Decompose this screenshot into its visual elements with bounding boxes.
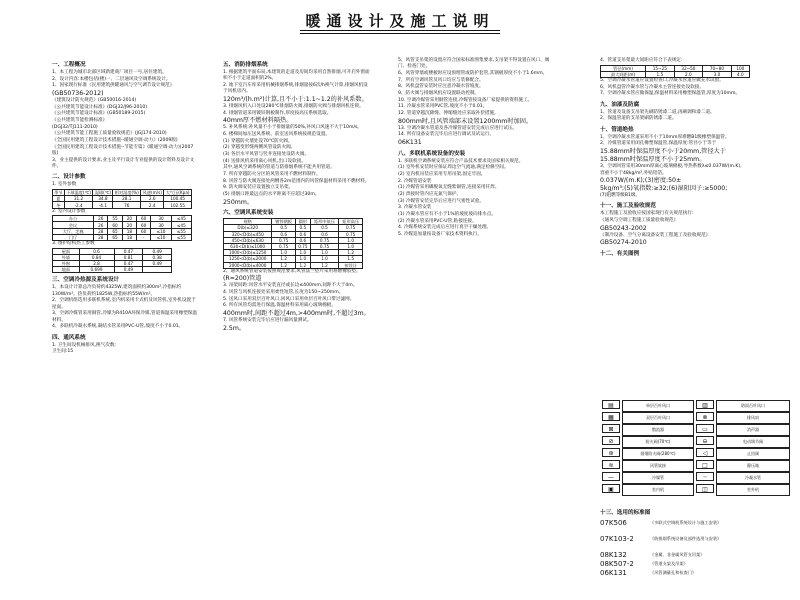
table-cell: 2000<D(b)≤4000 bbox=[224, 262, 272, 268]
table-cell: 65 bbox=[108, 228, 122, 234]
text-line: 1、管道及设备支吊架先刷防锈漆二道,再刷调和漆二道。 bbox=[600, 109, 715, 115]
table-cell: ≤10 bbox=[151, 234, 171, 240]
table-cell: 32~50 bbox=[674, 65, 703, 71]
table-cell: 风速(m/s) bbox=[142, 190, 162, 196]
column-3 bbox=[398, 58, 558, 239]
text-line: 2、设计内容:本楼包括(楼)一、二层通风及空调系统设计。 bbox=[52, 76, 171, 82]
table-cell: 28 bbox=[94, 228, 108, 234]
table-cell: 圆形 bbox=[295, 219, 310, 225]
text-line: 1. 卫生间设机械排风,换气次数: bbox=[52, 342, 116, 348]
table-cell: 320<D(b)≤450 bbox=[224, 231, 272, 237]
table-cell: 20 bbox=[122, 216, 136, 222]
condensate-pipe-icon: ┄ bbox=[696, 472, 714, 481]
text-line: 5. 送风口采用双层百叶风口,回风口采用单层百叶风口带过滤网。 bbox=[223, 296, 355, 302]
title-underline-2 bbox=[300, 33, 500, 34]
table-cell: 0.75 bbox=[310, 243, 339, 249]
table-cell: 0.6 bbox=[310, 231, 339, 237]
table-cell: 26 bbox=[94, 216, 108, 222]
table-cell: ≤10 bbox=[151, 228, 171, 234]
text-line: 本工程施工及验收应按国家现行有关规范执行: bbox=[600, 211, 694, 217]
subheading: 3. 围护结构热工参数 bbox=[52, 241, 95, 247]
table-cell: 0.75 bbox=[272, 237, 296, 243]
table-cell: 0.49 bbox=[143, 248, 172, 254]
table-cell: 3.0 bbox=[703, 71, 732, 77]
text-line: 14. 所有设备安装完毕后应进行调试及试运行。 bbox=[398, 132, 495, 138]
text-line: 11. 冷凝水管采用PVC管,坡度不小于0.01。 bbox=[398, 104, 488, 110]
table-cell: ≤45 bbox=[171, 222, 191, 228]
list-item bbox=[600, 519, 790, 535]
table-cell: 102.55 bbox=[164, 202, 192, 208]
text-line: 容重不小于48kg/m³,外贴铝箔。 bbox=[600, 170, 667, 176]
text-line: (1) 冷媒管采用磷脱氧无缝紫铜管,连接采用钎焊。 bbox=[398, 185, 500, 191]
text-line: 400mm时,间距不超过4m,>400mm时,不超过3m。 bbox=[223, 310, 370, 318]
table-cell: 30 bbox=[151, 216, 171, 222]
indoor-unit-icon: ▣ bbox=[602, 484, 620, 493]
table-cell: 0.75 bbox=[339, 231, 363, 237]
standards-list bbox=[600, 510, 790, 578]
text-line: 2、空调机组选用多联机系统,室内机采用卡式机及风管机,室外机设置于屋面。 bbox=[52, 298, 196, 310]
table-cell: 1.2 bbox=[272, 262, 296, 268]
table-cell: 60 bbox=[137, 228, 151, 234]
section-heading: 三、空调冷热源及系统设计 bbox=[52, 277, 120, 284]
table-cell: 60 bbox=[108, 222, 122, 228]
table-cell: 1000<D(b)≤1250 bbox=[224, 250, 272, 256]
text-line: 8、风机盘管安装时应注意冷凝水管坡度。 bbox=[398, 84, 484, 90]
text-line: 6、风管穿墙或楼板时应设预埋管或防护套管,其钢板厚度不小于1.6mm。 bbox=[398, 70, 548, 76]
table-cell: 会议 bbox=[53, 222, 94, 228]
table-cell: 1.2 bbox=[272, 256, 296, 262]
text-line: (DGJ32/TJ111-2010) bbox=[52, 124, 98, 130]
standard-code: 07K103-2 bbox=[600, 535, 634, 543]
text-line: 1、本设计计算总冷负荷约4325W,建筑面积约300m²,冷指标约130W/m²。热负荷约1825W,热指标约55W/m²。 bbox=[52, 285, 182, 297]
table-cell: 4.0 bbox=[731, 71, 749, 77]
standard-code: 08K132 bbox=[600, 551, 627, 559]
standard-desc: 《管道支架及吊架》 bbox=[650, 561, 688, 566]
list-item bbox=[600, 535, 790, 551]
single-louver-icon: ▤ bbox=[602, 400, 620, 409]
list-item bbox=[600, 551, 790, 560]
text-line: 《公共建筑节能设计标准》(DGJ32/J96-2010) bbox=[52, 104, 148, 110]
text-line: 7、空调冷凝水管应做保温,保温材料采用橡塑保温管,厚度为10mm。 bbox=[600, 91, 741, 97]
table-cell: 门厅 bbox=[53, 234, 94, 240]
table-cell: 1.0 bbox=[310, 250, 339, 256]
table-cell: 20 bbox=[122, 222, 136, 228]
table-cell: 0.84 bbox=[79, 254, 114, 260]
text-line: 6. 楼梯间加压送风系统、前室送风系统按规范设置。 bbox=[223, 131, 330, 137]
table-cell: 0.47 bbox=[114, 248, 143, 254]
legend-label: 室外机 bbox=[716, 484, 790, 496]
table-cell: 60 bbox=[137, 222, 151, 228]
section-heading: 二、设计参数 bbox=[52, 174, 86, 181]
table-cell: 大气压(Kpa) bbox=[165, 190, 190, 196]
text-line: 4. 冷媒系统安装完成后应进行真空干燥处理。 bbox=[398, 225, 492, 231]
table-cell: 0.38 bbox=[143, 254, 172, 260]
text-line: 4、多联机冷凝水系统,凝结水管采用PVC-U管,坡度不小于0.01。 bbox=[52, 324, 184, 330]
text-line: 6. 所有风管均需进行保温,保温材料采用离心玻璃棉板。 bbox=[223, 303, 336, 309]
text-line: 《全国民用建筑工程设计技术措施--节能专篇》(暖通空调·动力)(2007版) bbox=[52, 144, 194, 157]
text-line: (2) 室内机吊装应采用专用吊架,固定牢固。 bbox=[398, 171, 486, 177]
table-cell: 最大间距(m) bbox=[601, 71, 646, 77]
table-cell: 0.75 bbox=[272, 243, 296, 249]
table-cell: 0.47 bbox=[114, 261, 143, 267]
table-cell: 1.0 bbox=[295, 256, 310, 262]
table-cell: 地面 bbox=[53, 267, 80, 273]
text-line: 2. 地下室汽车库采用机械排烟系统,排烟量按6次/h换气计算,排烟风机设于风机房内。 bbox=[223, 82, 368, 95]
check-valve-icon: ◁ bbox=[696, 448, 714, 457]
legend-label: 防火阀(70℃) bbox=[622, 436, 694, 448]
table-cell: 按设计 bbox=[339, 262, 363, 268]
text-line: (3) 各层水平风管与竖井连接处设防火阀。 bbox=[223, 151, 310, 157]
table-cell: 100.45 bbox=[164, 196, 192, 202]
legend-label: 冷凝水管 bbox=[716, 472, 790, 484]
envelope-table bbox=[52, 248, 172, 274]
table-cell: 2.4 bbox=[141, 202, 164, 208]
table-cell: 1.2 bbox=[339, 250, 363, 256]
table-cell: 2.0 bbox=[674, 71, 703, 77]
legend-label: 消声器 bbox=[716, 424, 790, 436]
subheading: 1. 室外参数 bbox=[52, 182, 77, 188]
text-line: 800mm时,且风管端部末设置1200mm时加固。 bbox=[398, 117, 533, 125]
text-line: GB50243-2002 bbox=[600, 224, 647, 232]
text-line: 3、空调冷媒管采用铜管,冷媒为R410A环保冷媒,管道保温采用橡塑保温材料。 bbox=[52, 311, 197, 323]
outdoor-unit-icon: ◫ bbox=[696, 484, 714, 493]
table-cell: 0.5 bbox=[310, 225, 339, 231]
text-line: 1、国家现行标准《民用建筑供暖通风与空气调节设计规范》 bbox=[52, 83, 175, 89]
table-cell: -4.1 bbox=[93, 202, 113, 208]
table-cell: 30 bbox=[151, 222, 171, 228]
text-line: 5. 冷媒追加量按设备厂家技术资料执行。 bbox=[398, 232, 482, 238]
section-heading: 八、多联机系统设备的安装 bbox=[398, 150, 466, 157]
text-line: (2) 穿越变形缝两侧风管设防火阀。 bbox=[223, 145, 296, 151]
table-cell: 2.8 bbox=[79, 261, 114, 267]
flex-joint-icon: ≋ bbox=[602, 460, 620, 469]
legend-label: 电动调节阀 bbox=[716, 436, 790, 448]
text-line: (1) 穿越防火墙处设70℃防火阀。 bbox=[223, 138, 293, 144]
table-cell: 31.2 bbox=[64, 196, 93, 202]
text-line: 2、通风系统管道安装按照规范要求,风管法兰垫片采用难燃橡胶垫。 bbox=[223, 268, 361, 274]
table-cell: 1.0 bbox=[339, 237, 363, 243]
section-heading: 四、通风系统 bbox=[52, 334, 86, 341]
text-line: 2.5m。 bbox=[223, 324, 246, 332]
text-line: 《全国民用建筑工程设计技术措施--暖通空调·动力》(2009版) bbox=[52, 138, 178, 144]
standard-code: 06K131 bbox=[600, 569, 627, 577]
text-line: (3) 冷媒管安装完毕后应进行气密性试验。 bbox=[398, 198, 485, 204]
text-line: 2、冷媒管道采用闭孔橡塑保温管,保温厚度:管径小于等于 bbox=[600, 141, 717, 147]
double-louver-icon: ▦ bbox=[602, 412, 620, 421]
text-line: (2) 冷凝水管采用PVC-U管,粘接连接。 bbox=[398, 218, 477, 224]
text-line: 0.037W/(m.K);(3)密度:50± bbox=[600, 177, 682, 185]
text-line: 9、防火阀与排烟风机应设置联动控制。 bbox=[398, 91, 480, 97]
text-line: 4. 排烟管道采用镀锌钢板制作,厚度按高压系统选取。 bbox=[223, 110, 332, 116]
standard-desc: 《防排烟系统设备及部件选用与安装》 bbox=[650, 536, 722, 541]
standard-desc: 《风管测量孔和检查门》 bbox=[650, 570, 697, 575]
legend-label: 静压箱 bbox=[716, 460, 790, 472]
table-cell: 1250<D(b)≤2000 bbox=[224, 256, 272, 262]
text-line: 1、空调冷凝水管道采用不小于10mm厚难燃B1级橡塑保温管。 bbox=[600, 134, 730, 140]
text-line: 3、业主提供的设计要求,业主及平行设计专业提供的设计资料及设计文件。 bbox=[52, 157, 195, 170]
table-cell: 26 bbox=[94, 222, 108, 228]
table-cell: 0.699 bbox=[79, 267, 114, 273]
table-cell: 1.5 bbox=[646, 71, 675, 77]
table-cell: 0.5 bbox=[295, 225, 310, 231]
table-cell: 28 bbox=[94, 234, 108, 240]
legend-table bbox=[600, 400, 790, 495]
refrigerant-pipe-icon: — bbox=[602, 472, 620, 481]
column-4 bbox=[600, 58, 790, 259]
table-cell: 34.8 bbox=[93, 196, 113, 202]
list-item bbox=[600, 560, 790, 569]
table-cell: 0.75 bbox=[339, 225, 363, 231]
table-cell: 季节 bbox=[54, 190, 63, 196]
text-line: (1) 冷凝水管应有不小于1%的坡度坡向排水点。 bbox=[398, 212, 496, 218]
table-cell: 办公 bbox=[53, 216, 94, 222]
table-cell: 外墙 bbox=[53, 254, 80, 260]
text-line: 120m³/(h.m²)计算,且不小于:1.1~1.2的补风系数。 bbox=[223, 95, 368, 103]
duct-thickness-table bbox=[223, 218, 363, 269]
exhaust-fan-icon: ⊗ bbox=[696, 412, 714, 421]
outdoor-param-table bbox=[52, 189, 192, 209]
indoor-param-table bbox=[52, 215, 192, 241]
table-cell: D(b)≤320 bbox=[224, 225, 272, 231]
text-line: (4) 送排风机采用离心风机,出口设软接。 bbox=[223, 158, 306, 164]
text-line: 1. 多联机空调系统安装应符合产品技术要求及国家相关规范。 bbox=[398, 158, 524, 164]
table-cell: 干球温度(℃) bbox=[66, 190, 91, 196]
list-item bbox=[600, 569, 790, 578]
text-line: 《公共建筑节能工程施工质量验收规范》(JGJ174-2010) bbox=[52, 131, 167, 137]
column-1 bbox=[52, 58, 197, 356]
table-cell: 0.6 bbox=[272, 231, 296, 237]
text-line: 15.88mm时保温厚度不小于25mm。 bbox=[600, 155, 706, 163]
table-cell: 矩形高压 bbox=[339, 219, 363, 225]
text-line: 《制冷设备、空气分离设备安装工程施工及验收规范》 bbox=[600, 232, 711, 238]
table-cell: 1.0 bbox=[295, 250, 310, 256]
table-cell: 矩形中低压 bbox=[310, 219, 339, 225]
table-cell: 夏 bbox=[53, 196, 65, 202]
text-line: 《通风与空调工程施工质量验收规范》 bbox=[600, 218, 679, 224]
standard-code: 07K506 bbox=[600, 519, 627, 527]
table-cell: 1.2 bbox=[295, 262, 310, 268]
table-cell: 0.6 bbox=[79, 248, 114, 254]
table-cell: 15~25 bbox=[646, 65, 675, 71]
smoke-damper-icon: ⊛ bbox=[602, 448, 620, 457]
section-heading: 十、管道绝热 bbox=[600, 126, 634, 133]
text-line: 3. 吊架间距:风管水平安装直径或长边≤400mm,间距不大于4m。 bbox=[223, 283, 358, 289]
text-line: 5、空调冷凝水管道应设置检查口,冷凝水管道应做充水试验。 bbox=[600, 78, 724, 84]
text-line: 12. 管道穿越沉降缝、伸缩缝处应采取补偿措施。 bbox=[398, 111, 499, 117]
text-line: 9. 防火阀安装应设置独立支吊架。 bbox=[223, 185, 294, 191]
table-cell: 1.0 bbox=[272, 250, 296, 256]
table-cell: 相对湿度(%) bbox=[114, 190, 139, 196]
standard-code: 08K507-2 bbox=[600, 560, 634, 568]
table-cell: 18 bbox=[122, 234, 136, 240]
plenum-box-icon: □ bbox=[696, 460, 714, 469]
support-spacing-table bbox=[600, 65, 750, 78]
text-line: 《建筑设计防火规范》(GB50016-2014) bbox=[52, 97, 137, 103]
rain-louver-icon: ▥ bbox=[696, 400, 714, 409]
table-cell: 18 bbox=[122, 228, 136, 234]
table-cell: 大厅、走廊 bbox=[53, 228, 94, 234]
table-cell: 450<D(b)≤630 bbox=[224, 237, 272, 243]
motor-damper-icon: ⊖ bbox=[696, 436, 714, 445]
legend-label: 冷媒管 bbox=[622, 472, 694, 484]
text-line: 3、空调风管采用30mm厚离心玻璃棉板,导热系数λ≤0.037W/(m.K), bbox=[600, 163, 742, 169]
table-cell: 55 bbox=[108, 216, 122, 222]
text-line: 8. 风管与防火阀连接处两侧各2m范围内的风管保温材料采用不燃材料。 bbox=[223, 178, 370, 184]
text-line: 1. 根据建筑平面布局,本建筑的走道及房间均采用自然排烟,可开启外窗面积不小于走道面积的2%。 bbox=[223, 70, 370, 82]
table-cell: 65 bbox=[108, 234, 122, 240]
legend-label: 风管软接 bbox=[622, 460, 694, 472]
text-line: 7、所有空调风管及风口均应与装修配合。 bbox=[398, 77, 484, 83]
subheading: 2. 室内设计参数 bbox=[52, 208, 86, 214]
page-title: 暖通设计及施工说明 bbox=[305, 12, 495, 30]
fire-damper-icon: ⊘ bbox=[602, 436, 620, 445]
silencer-icon: ▭ bbox=[696, 424, 714, 433]
table-cell: 1.2 bbox=[310, 262, 339, 268]
table-cell: 0.6 bbox=[295, 231, 310, 237]
text-line: 《公共建筑节能设计标准》(GB50189-2015) bbox=[52, 111, 146, 117]
text-line: (1) 室外机安装时应保证周边空气流通,满足检修空间。 bbox=[398, 165, 509, 171]
text-line: 40mm厚不燃材料隔热。 bbox=[223, 117, 293, 125]
table-cell: 湿球(℃) bbox=[94, 190, 112, 196]
legend-label: 室内机 bbox=[622, 484, 694, 496]
standard-desc: 《多联式空调机系统设计与施工安装》 bbox=[650, 520, 722, 525]
legend-label: 双层百叶风口 bbox=[622, 412, 694, 424]
legend-label: 防雨百叶风口 bbox=[716, 400, 790, 412]
legend-label: 止回阀 bbox=[716, 448, 790, 460]
text-line: 5、风管支吊架的设置应符合国家标准图集要求,支吊架不得设置在风口、阀门、检查门处。 bbox=[398, 58, 550, 70]
text-line: 《公共建筑节能检测标准》 bbox=[52, 118, 108, 124]
text-line: GB50274-2010 bbox=[600, 239, 647, 247]
legend-label: 散流器 bbox=[622, 424, 694, 436]
diffuser-icon: ⊠ bbox=[602, 424, 620, 433]
table-cell: 0.5 bbox=[272, 225, 296, 231]
table-cell: 2.6 bbox=[141, 196, 164, 202]
text-line: 1、本工程为城市北部区域新建商厂项目一号,居住建筑。 bbox=[52, 70, 167, 75]
section-heading: 九、油漆及防腐 bbox=[600, 101, 640, 108]
table-cell: 0.49 bbox=[114, 267, 143, 273]
table-cell: 70~80 bbox=[703, 65, 732, 71]
text-line: 7. 风管系统安装完毕后应进行漏风量测试。 bbox=[223, 317, 312, 323]
column-2 bbox=[223, 58, 371, 332]
section-heading: 五、消防排烟系统 bbox=[223, 62, 268, 68]
text-line: 3. 排烟风机入口处设280℃排烟防火阀,排烟防火阀与排烟风机连锁。 bbox=[223, 103, 364, 109]
table-cell: 630<D(b)≤1000 bbox=[224, 243, 272, 249]
table-cell: 0.49 bbox=[143, 261, 172, 267]
section-heading: 十二、有关图例 bbox=[600, 250, 640, 257]
text-line: 10. 空调冷媒管采用铜管连接,冷媒管按设备厂家提供的资料施工。 bbox=[398, 97, 533, 103]
section-heading: 六、空调风系统安装 bbox=[223, 210, 274, 217]
section-heading: 十三、选用的标准图 bbox=[600, 510, 651, 516]
text-line: 13. 空调冷凝水管道及各冷媒管道安装完成后应进行试压。 bbox=[398, 125, 518, 131]
table-cell: 28.1 bbox=[113, 196, 141, 202]
table-cell: - bbox=[137, 234, 151, 240]
legend-label: 单层百叶风口 bbox=[622, 400, 694, 412]
text-line: 4、管道支吊架最大间距应符合下表规定: bbox=[600, 58, 683, 63]
text-line: (2) 焊接时管内应充氮气保护。 bbox=[398, 192, 462, 197]
table-cell: 1.0 bbox=[310, 256, 339, 262]
table-cell: 0.75 bbox=[310, 237, 339, 243]
table-cell: 100 bbox=[731, 65, 749, 71]
table-cell: -2.4 bbox=[64, 202, 93, 208]
text-line: 其中,通风空调系统的管道与防排烟系统不能共用管道。 bbox=[223, 165, 335, 171]
table-cell: 0.75 bbox=[295, 243, 310, 249]
text-line: 06K131 bbox=[398, 139, 422, 147]
title-underline bbox=[300, 30, 500, 31]
text-line: 7. 所有穿越防火分区的风管采用不燃材料制作。 bbox=[223, 171, 321, 177]
text-line: 3. 冷凝水管安装 bbox=[398, 205, 432, 211]
table-cell: 规格 bbox=[224, 219, 272, 225]
standard-desc: 《金属、非金属风管支吊架》 bbox=[650, 552, 705, 557]
table-cell: 60 bbox=[137, 216, 151, 222]
text-line: (7)阻燃等级B1级。 bbox=[600, 193, 641, 199]
table-cell bbox=[143, 267, 172, 273]
table-cell: 屋面 bbox=[53, 248, 80, 254]
table-cell: 外窗 bbox=[53, 261, 80, 267]
table-cell: 1.5 bbox=[339, 256, 363, 262]
text-line: 2. 冷媒管道安装 bbox=[398, 178, 432, 184]
table-cell: 0.6 bbox=[295, 237, 310, 243]
section-heading: 十一、施工及验收规范 bbox=[600, 203, 656, 210]
text-line: (5) 排烟口距最远点的水平距离不应超过30m。 bbox=[223, 192, 320, 197]
text-line: 4. 风管与风机连接处采用柔性短管,长度为150~250mm。 bbox=[223, 289, 344, 295]
text-line: 6、风机盘管冷凝水管与冷凝水主管连接处设软接。 bbox=[600, 84, 704, 90]
text-line: 5kg/m³;(5)氧指数:≥32;(6)湿阻因子:≥5000; bbox=[600, 185, 728, 193]
legend-label: 排烟防火阀(280℃) bbox=[622, 448, 694, 460]
text-line: (GB50736-2012) bbox=[52, 90, 104, 98]
table-cell: 冬 bbox=[53, 202, 65, 208]
table-cell: ≤55 bbox=[171, 228, 191, 234]
text-line: 2、保温管道的支吊架刷防锈漆二道。 bbox=[600, 116, 677, 122]
table-cell: 76 bbox=[113, 202, 141, 208]
text-line: 卫生间:15 bbox=[52, 349, 74, 355]
table-cell: 1.0 bbox=[339, 243, 363, 249]
text-line: 15.88mm时保温厚度不小于20mm,管径大于 bbox=[600, 148, 726, 156]
table-cell: 镀锌钢板 bbox=[272, 219, 296, 225]
text-line: 5. 补风系统:补风量不小于排烟量的50%,补风口风速不大于10m/s。 bbox=[223, 125, 362, 131]
table-cell: 管径(mm) bbox=[601, 65, 646, 71]
table-cell: ≤45 bbox=[171, 216, 191, 222]
text-line: 250mm。 bbox=[223, 198, 254, 206]
section-heading: 一、工程概况 bbox=[52, 62, 86, 68]
legend-label: 排风扇 bbox=[716, 412, 790, 424]
table-cell: ≤55 bbox=[171, 234, 191, 240]
text-line: (R=200)管道 bbox=[223, 275, 262, 283]
table-cell: 0.81 bbox=[114, 254, 143, 260]
